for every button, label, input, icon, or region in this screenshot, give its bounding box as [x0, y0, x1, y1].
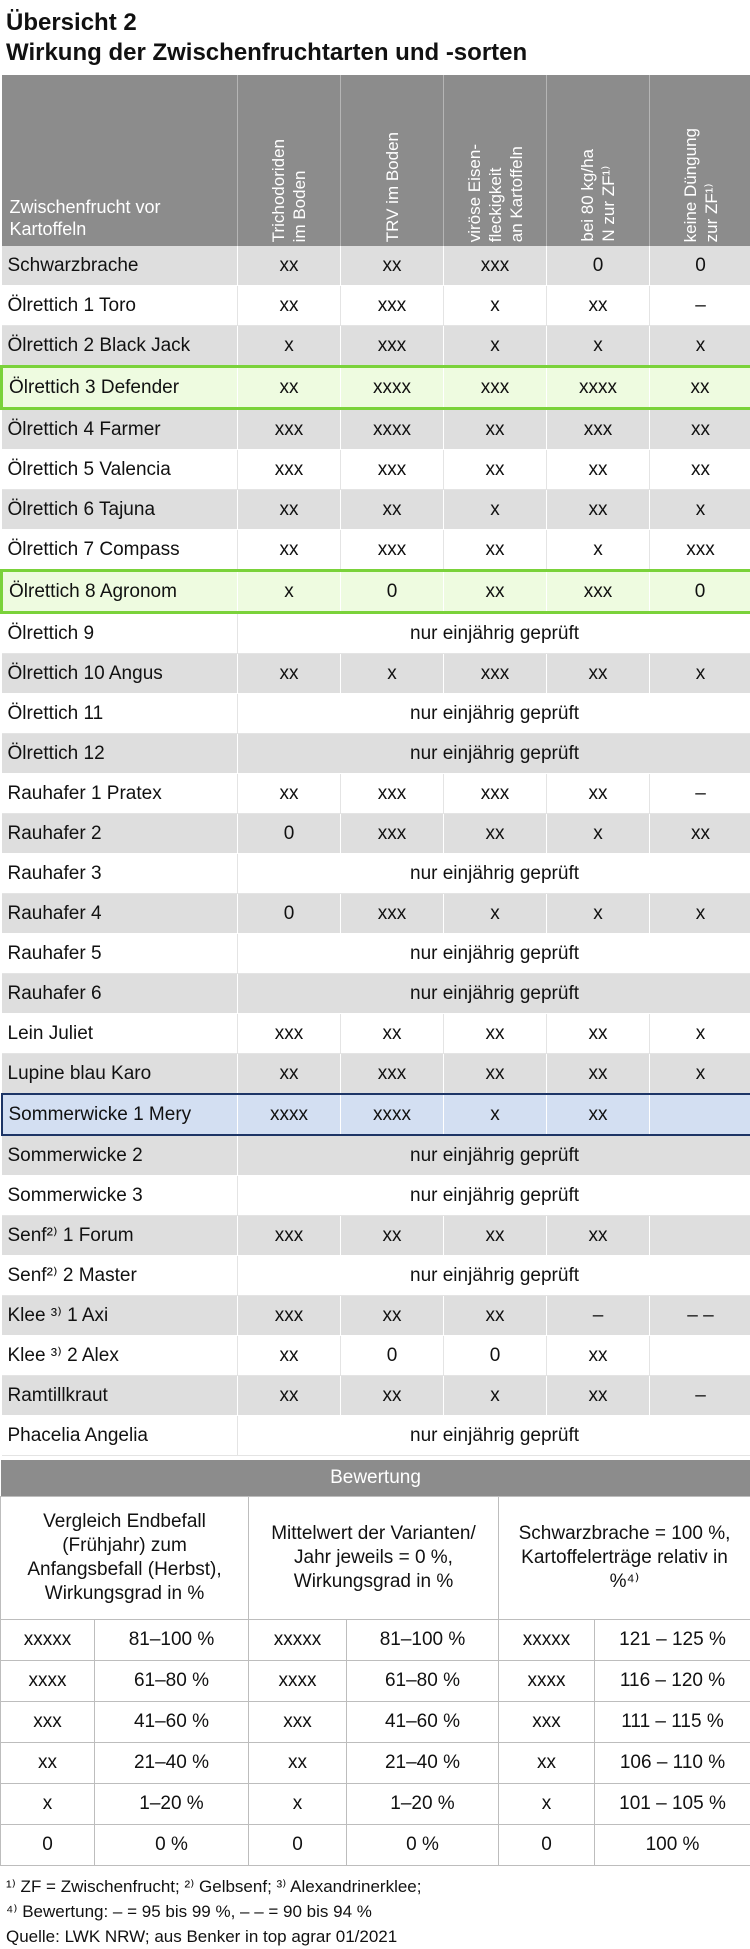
row-value-5: – [650, 774, 750, 814]
row-value-1: xx [238, 654, 341, 694]
bewertung-cell-4: 0 % [347, 1825, 499, 1866]
row-note: nur einjährig geprüft [238, 734, 750, 774]
row-value-4: x [547, 894, 650, 934]
row-label: Ölrettich 9 [2, 613, 238, 654]
table-row [2, 894, 750, 934]
row-value-5: 0 [650, 571, 750, 613]
row-label: Ölrettich 1 Toro [2, 286, 238, 326]
bewertung-row [1, 1784, 750, 1825]
row-value-3: xxx [444, 774, 547, 814]
bewertung-cell-2: 21–40 % [95, 1743, 249, 1784]
bewertung-cell-6: 100 % [595, 1825, 750, 1866]
row-value-1: xx [238, 1376, 341, 1416]
row-value-5 [650, 1094, 750, 1135]
row-value-3: xxx [444, 367, 547, 409]
bewertung-cell-1: xxx [1, 1702, 95, 1743]
bewertung-cell-2: 41–60 % [95, 1702, 249, 1743]
row-value-2: xxxx [341, 1094, 444, 1135]
row-note: nur einjährig geprüft [238, 1416, 750, 1456]
bewertung-cell-6: 106 – 110 % [595, 1743, 750, 1784]
row-value-3: xx [444, 571, 547, 613]
row-label: Ölrettich 8 Agronom [2, 571, 238, 613]
header-col-3-label: viröse Eisen- fleckigkeit an Kartoffeln [464, 144, 527, 242]
bewertung-desc-1: Vergleich Endbefall (Frühjahr) zum Anfangsbefall (Herbst), Wirkungsgrad in % [1, 1497, 249, 1620]
row-value-3: x [444, 326, 547, 367]
row-value-3: x [444, 286, 547, 326]
row-value-5: x [650, 326, 750, 367]
row-value-1: xx [238, 490, 341, 530]
table-row [2, 246, 750, 286]
bewertung-cell-3: xxxxx [249, 1620, 347, 1661]
bewertung-cell-6: 121 – 125 % [595, 1620, 750, 1661]
row-value-5 [650, 1216, 750, 1256]
bewertung-cell-2: 61–80 % [95, 1661, 249, 1702]
row-note: nur einjährig geprüft [238, 1256, 750, 1296]
header-col-2-label: TRV im Boden [382, 132, 403, 242]
table-row [2, 613, 750, 654]
bewertung-cell-1: xxxxx [1, 1620, 95, 1661]
row-value-1: xx [238, 367, 341, 409]
row-value-1: xxx [238, 450, 341, 490]
bewertung-cell-1: xxxx [1, 1661, 95, 1702]
table-row [2, 1336, 750, 1376]
row-value-2: xx [341, 1216, 444, 1256]
row-value-1: xxx [238, 1014, 341, 1054]
row-value-5: x [650, 654, 750, 694]
row-value-4: xx [547, 1014, 650, 1054]
row-value-4: xx [547, 490, 650, 530]
row-value-4: xx [547, 1336, 650, 1376]
row-value-2: xx [341, 1376, 444, 1416]
row-label: Ölrettich 2 Black Jack [2, 326, 238, 367]
bewertung-cell-4: 61–80 % [347, 1661, 499, 1702]
header-col-80kg [547, 75, 650, 246]
header-col-trv [341, 75, 444, 246]
bewertung-cell-4: 81–100 % [347, 1620, 499, 1661]
row-label: Sommerwicke 2 [2, 1135, 238, 1176]
bewertung-cell-5: xxx [499, 1702, 595, 1743]
row-value-1: xxx [238, 409, 341, 450]
table-row [2, 814, 750, 854]
table-row [2, 1094, 750, 1135]
row-value-5: xx [650, 450, 750, 490]
header-col-1-label: Trichodoriden im Boden [268, 139, 310, 242]
row-value-1: 0 [238, 814, 341, 854]
header-corner-label: Zwischenfrucht vor Kartoffeln [10, 197, 161, 239]
table-row [2, 1416, 750, 1456]
bewertung-cell-6: 101 – 105 % [595, 1784, 750, 1825]
row-value-3: xx [444, 814, 547, 854]
row-label: Ölrettich 10 Angus [2, 654, 238, 694]
row-note: nur einjährig geprüft [238, 974, 750, 1014]
row-value-4: xx [547, 450, 650, 490]
row-value-1: xx [238, 774, 341, 814]
table-row [2, 1135, 750, 1176]
row-value-4: xxxx [547, 367, 650, 409]
table-row [2, 1216, 750, 1256]
bewertung-cell-5: 0 [499, 1825, 595, 1866]
table-row [2, 1014, 750, 1054]
row-label: Rauhafer 1 Pratex [2, 774, 238, 814]
row-value-2: xxx [341, 326, 444, 367]
bewertung-cell-6: 111 – 115 % [595, 1702, 750, 1743]
bewertung-cell-1: 0 [1, 1825, 95, 1866]
row-note: nur einjährig geprüft [238, 934, 750, 974]
row-value-2: xxxx [341, 367, 444, 409]
row-value-2: xx [341, 246, 444, 286]
table-row [2, 1376, 750, 1416]
table-row [2, 326, 750, 367]
row-value-5: xx [650, 367, 750, 409]
row-value-2: xxx [341, 450, 444, 490]
row-note: nur einjährig geprüft [238, 1176, 750, 1216]
bewertung-cell-2: 0 % [95, 1825, 249, 1866]
table-row [2, 409, 750, 450]
row-value-1: xxxx [238, 1094, 341, 1135]
row-value-3: xx [444, 1054, 547, 1095]
row-value-3: xx [444, 530, 547, 571]
row-value-2: x [341, 654, 444, 694]
table-row [2, 694, 750, 734]
row-label: Phacelia Angelia [2, 1416, 238, 1456]
row-value-4: xx [547, 1376, 650, 1416]
row-value-5: x [650, 1054, 750, 1095]
row-value-5: x [650, 894, 750, 934]
row-value-3: 0 [444, 1336, 547, 1376]
bewertung-row [1, 1661, 750, 1702]
row-value-1: xxx [238, 1296, 341, 1336]
row-value-4: xx [547, 1094, 650, 1135]
row-value-4: x [547, 814, 650, 854]
bewertung-cell-6: 116 – 120 % [595, 1661, 750, 1702]
bewertung-row [1, 1825, 750, 1866]
row-value-3: xx [444, 1014, 547, 1054]
row-label: Lupine blau Karo [2, 1054, 238, 1095]
row-value-2: xxx [341, 286, 444, 326]
row-label: Ölrettich 5 Valencia [2, 450, 238, 490]
bewertung-desc-3: Schwarzbrache = 100 %, Kartoffelerträge relativ in %⁴⁾ [499, 1497, 750, 1620]
table-row [2, 974, 750, 1014]
header-col-5-label: keine Düngung zur ZF¹⁾ [680, 128, 722, 242]
main-table [0, 75, 750, 1456]
row-label: Ölrettich 3 Defender [2, 367, 238, 409]
row-label: Ölrettich 12 [2, 734, 238, 774]
row-value-2: xxxx [341, 409, 444, 450]
table-row [2, 450, 750, 490]
row-value-2: xxx [341, 894, 444, 934]
row-value-5: xx [650, 409, 750, 450]
bewertung-cell-4: 41–60 % [347, 1702, 499, 1743]
row-value-2: xxx [341, 814, 444, 854]
row-label: Lein Juliet [2, 1014, 238, 1054]
table-row [2, 286, 750, 326]
bewertung-table [0, 1460, 750, 1866]
header-col-keine-duengung [650, 75, 750, 246]
row-note: nur einjährig geprüft [238, 854, 750, 894]
row-label: Ramtillkraut [2, 1376, 238, 1416]
row-value-3: xx [444, 409, 547, 450]
row-value-1: xx [238, 246, 341, 286]
table-row [2, 530, 750, 571]
table-row [2, 1296, 750, 1336]
bewertung-desc-2: Mittelwert der Varianten/ Jahr jeweils = 0 %, Wirkungsgrad in % [249, 1497, 499, 1620]
row-label: Rauhafer 2 [2, 814, 238, 854]
row-label: Sommerwicke 3 [2, 1176, 238, 1216]
row-label: Ölrettich 6 Tajuna [2, 490, 238, 530]
table-row [2, 774, 750, 814]
row-value-4: x [547, 326, 650, 367]
footnote-line-2: ⁴⁾ Bewertung: – = 95 bis 99 %, – – = 90 bis 94 % [6, 1899, 744, 1924]
row-value-3: xx [444, 450, 547, 490]
row-label: Rauhafer 6 [2, 974, 238, 1014]
row-value-3: x [444, 894, 547, 934]
row-value-4: xx [547, 1054, 650, 1095]
row-value-1: xx [238, 1054, 341, 1095]
row-value-3: xxx [444, 246, 547, 286]
bewertung-cell-3: 0 [249, 1825, 347, 1866]
bewertung-cell-2: 81–100 % [95, 1620, 249, 1661]
row-value-5 [650, 1336, 750, 1376]
bewertung-cell-2: 1–20 % [95, 1784, 249, 1825]
table-row [2, 654, 750, 694]
bewertung-cell-3: x [249, 1784, 347, 1825]
table-row [2, 1256, 750, 1296]
bewertung-cell-5: xxxx [499, 1661, 595, 1702]
row-value-2: 0 [341, 1336, 444, 1376]
row-value-5: 0 [650, 246, 750, 286]
bewertung-row [1, 1702, 750, 1743]
table-row [2, 854, 750, 894]
row-value-4: xx [547, 774, 650, 814]
bewertung-row [1, 1620, 750, 1661]
row-value-2: xx [341, 1296, 444, 1336]
row-label: Rauhafer 3 [2, 854, 238, 894]
row-value-3: xx [444, 1296, 547, 1336]
row-label: Sommerwicke 1 Mery [2, 1094, 238, 1135]
row-label: Senf²⁾ 2 Master [2, 1256, 238, 1296]
row-value-5: xx [650, 814, 750, 854]
title-line-2: Wirkung der Zwischenfruchtarten und -sorten [0, 38, 750, 68]
table-row [2, 734, 750, 774]
row-value-4: x [547, 530, 650, 571]
row-value-4: 0 [547, 246, 650, 286]
bewertung-heading: Bewertung [1, 1460, 750, 1497]
row-label: Rauhafer 4 [2, 894, 238, 934]
bewertung-cell-5: xxxxx [499, 1620, 595, 1661]
bewertung-cell-3: xx [249, 1743, 347, 1784]
row-value-1: x [238, 571, 341, 613]
table-row [2, 1054, 750, 1095]
row-value-2: xxx [341, 774, 444, 814]
footnote-line-1: ¹⁾ ZF = Zwischenfrucht; ²⁾ Gelbsenf; ³⁾ Alexandrinerklee; [6, 1874, 744, 1899]
row-value-3: x [444, 1094, 547, 1135]
row-value-2: xxx [341, 1054, 444, 1095]
bewertung-body [1, 1620, 750, 1866]
row-label: Ölrettich 7 Compass [2, 530, 238, 571]
row-value-4: xxx [547, 571, 650, 613]
bewertung-cell-3: xxx [249, 1702, 347, 1743]
title-line-1: Übersicht 2 [0, 0, 750, 38]
bewertung-cell-5: xx [499, 1743, 595, 1784]
row-value-1: xx [238, 530, 341, 571]
row-label: Klee ³⁾ 1 Axi [2, 1296, 238, 1336]
header-col-trichodoriden [238, 75, 341, 246]
row-note: nur einjährig geprüft [238, 1135, 750, 1176]
bewertung-cell-1: x [1, 1784, 95, 1825]
header-col-4-label: bei 80 kg/ha N zur ZF¹⁾ [577, 149, 619, 242]
row-value-3: xx [444, 1216, 547, 1256]
row-value-1: x [238, 326, 341, 367]
bewertung-cell-3: xxxx [249, 1661, 347, 1702]
row-note: nur einjährig geprüft [238, 694, 750, 734]
bewertung-cell-1: xx [1, 1743, 95, 1784]
bewertung-cell-5: x [499, 1784, 595, 1825]
header-corner [2, 75, 238, 246]
row-label: Klee ³⁾ 2 Alex [2, 1336, 238, 1376]
row-value-3: x [444, 1376, 547, 1416]
bewertung-cell-4: 21–40 % [347, 1743, 499, 1784]
row-value-1: xxx [238, 1216, 341, 1256]
row-value-5: – [650, 1376, 750, 1416]
row-value-4: xx [547, 286, 650, 326]
table-row [2, 571, 750, 613]
row-value-5: x [650, 1014, 750, 1054]
source-line: Quelle: LWK NRW; aus Benker in top agrar 01/2021 [6, 1924, 744, 1949]
table-row [2, 490, 750, 530]
row-value-4: xx [547, 1216, 650, 1256]
row-value-2: xx [341, 490, 444, 530]
row-value-1: 0 [238, 894, 341, 934]
row-label: Ölrettich 11 [2, 694, 238, 734]
header-col-eisenfleckigkeit [444, 75, 547, 246]
row-label: Ölrettich 4 Farmer [2, 409, 238, 450]
row-value-1: xx [238, 1336, 341, 1376]
table-row [2, 1176, 750, 1216]
row-value-2: xxx [341, 530, 444, 571]
row-note: nur einjährig geprüft [238, 613, 750, 654]
table-row [2, 367, 750, 409]
row-value-2: 0 [341, 571, 444, 613]
row-value-5: x [650, 490, 750, 530]
row-value-5: xxx [650, 530, 750, 571]
row-value-2: xx [341, 1014, 444, 1054]
row-value-4: xxx [547, 409, 650, 450]
row-value-1: xx [238, 286, 341, 326]
bewertung-row [1, 1743, 750, 1784]
row-value-5: – [650, 286, 750, 326]
table-header-row [2, 75, 750, 246]
table-row [2, 934, 750, 974]
row-value-3: x [444, 490, 547, 530]
main-table-body [2, 246, 750, 1456]
footnotes [0, 1866, 750, 1949]
bewertung-cell-4: 1–20 % [347, 1784, 499, 1825]
row-value-4: – [547, 1296, 650, 1336]
row-label: Senf²⁾ 1 Forum [2, 1216, 238, 1256]
row-value-5: – – [650, 1296, 750, 1336]
row-label: Schwarzbrache [2, 246, 238, 286]
row-value-3: xxx [444, 654, 547, 694]
row-label: Rauhafer 5 [2, 934, 238, 974]
row-value-4: xx [547, 654, 650, 694]
